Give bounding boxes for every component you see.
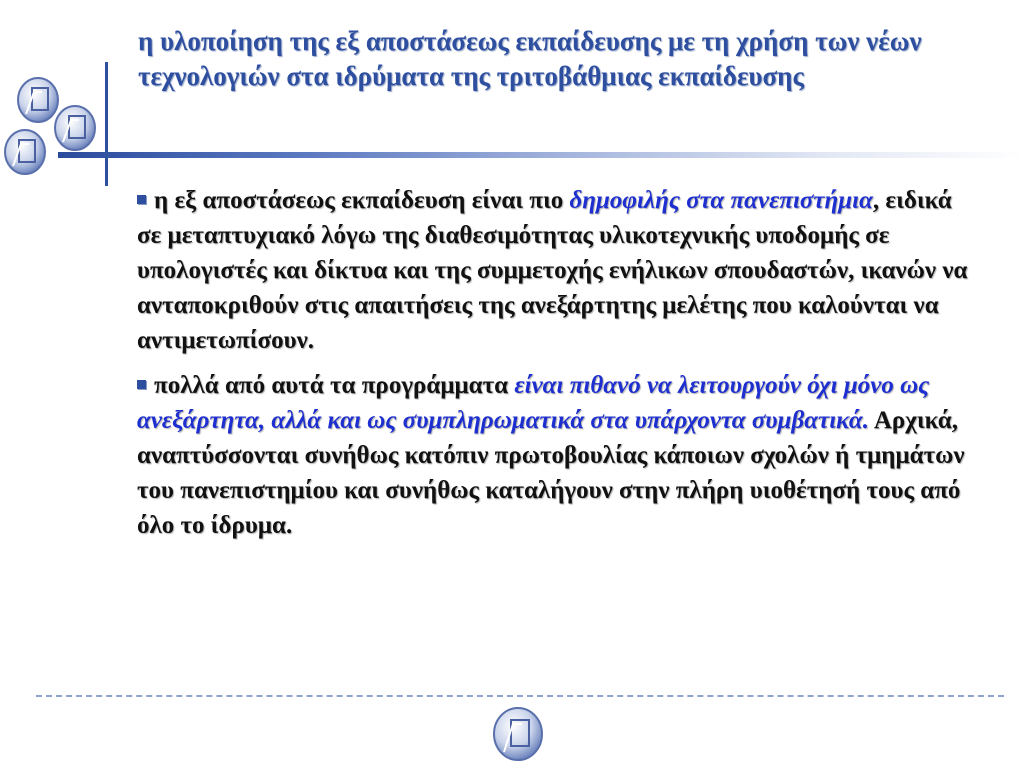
square-bullet-icon <box>137 380 146 389</box>
text-segment: , ειδικά σε μεταπτυχιακό λόγω της διαθεσιμότητας υλικοτεχνικής υποδομής σε υπολογιστές και δίκτυα και της συμμετοχής ενήλικων σπουδαστών, ικανών να ανταποκριθούν στις απαιτήσεις της ανεξάρτητης μελέτης που καλούνται να αντιμετωπίσουν. <box>137 187 968 354</box>
text-segment: η εξ αποστάσεως εκπαίδευση είναι πιο <box>154 187 570 214</box>
cd-disc-icon <box>488 704 548 764</box>
vertical-divider <box>105 62 108 186</box>
text-segment: Αρχικά, αναπτύσσονται συνήθως κατόπιν πρωτοβουλίας κάποιων σχολών ή τμημάτων του πανεπιστημίου και συνήθως καταλήγουν στην πλήρη υιοθέτησή τους από όλο το ίδρυμα. <box>137 407 965 539</box>
text-segment: πολλά από αυτά τα προγράμματα <box>154 372 515 399</box>
footer-dashed-divider <box>36 695 1004 697</box>
highlighted-phrase: δημοφιλής στα πανεπιστήμια <box>569 187 873 214</box>
cd-disc-cluster-icon <box>0 70 110 190</box>
bullet-paragraph-1 <box>137 183 977 358</box>
slide-body <box>137 183 977 553</box>
square-bullet-icon <box>137 195 146 204</box>
highlighted-phrase: είναι πιθανό να λειτουργούν όχι μόνο ως ανεξάρτητα, αλλά και ως συμπληρωματικά στα υπάρχοντα συμβατικά. <box>137 372 930 434</box>
slide-title: η υλοποίηση της εξ αποστάσεως εκπαίδευσης με τη χρήση των νέων τεχνολογιών στα ιδρύματα της τριτοβάθμιας εκπαίδευσης <box>138 26 922 91</box>
title-underline-bar <box>58 152 1024 158</box>
bullet-paragraph-2 <box>137 368 977 543</box>
